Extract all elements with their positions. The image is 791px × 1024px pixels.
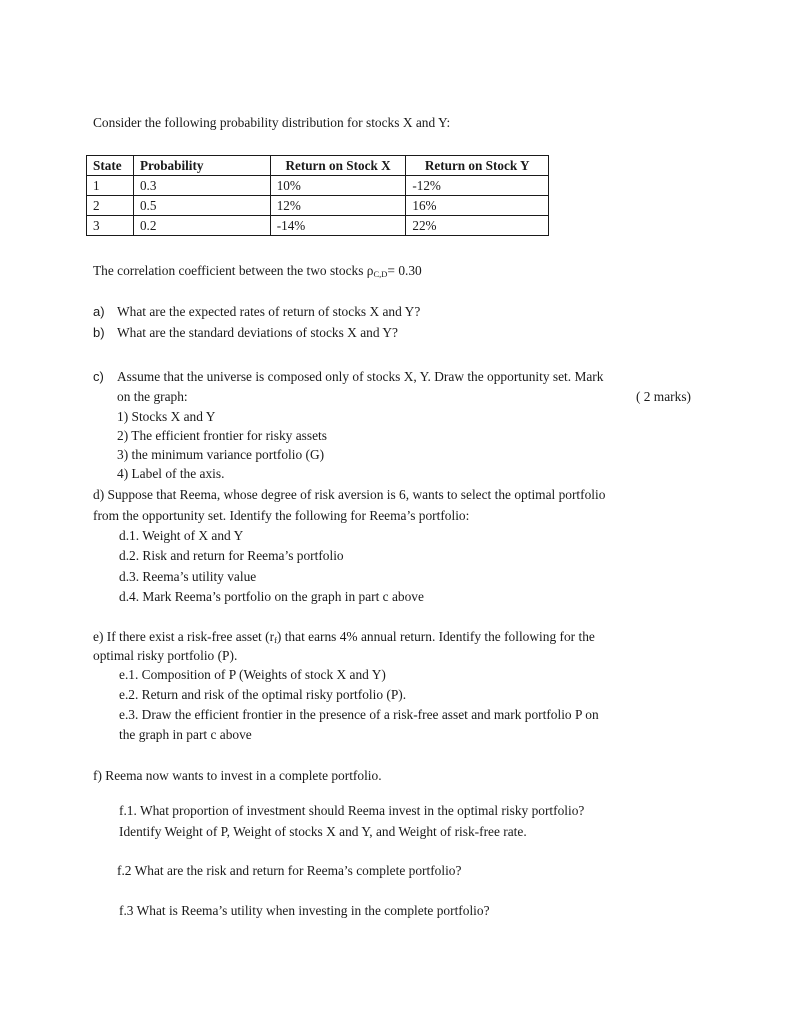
question-f3: f.3 What is Reema’s utility when investing in the complete portfolio? (119, 903, 490, 918)
header-probability: Probability (133, 156, 270, 176)
question-c-marks: ( 2 marks) (635, 389, 691, 404)
question-f2: f.2 What are the risk and return for Reema’s complete portfolio? (117, 863, 462, 878)
question-e-item-1: e.1. Composition of P (Weights of stock X and Y) (119, 667, 386, 682)
table-row (87, 176, 549, 196)
question-e-line2: optimal risky portfolio (P). (93, 648, 238, 663)
table-header-row (87, 156, 549, 176)
cell-state: 1 (87, 176, 134, 196)
cell-return-y: 22% (406, 216, 549, 236)
question-e-line1-post: ) that earns 4% annual return. Identify the following for the (276, 629, 595, 644)
question-d-item-2: d.2. Risk and return for Reema’s portfolio (119, 548, 344, 563)
question-c-label: c) (93, 369, 104, 384)
cell-probability: 0.2 (133, 216, 270, 236)
question-c-line1: Assume that the universe is composed only of stocks X, Y. Draw the opportunity set. Mark (117, 369, 604, 384)
question-c-item-1: 1) Stocks X and Y (117, 409, 216, 424)
question-d-line2: from the opportunity set. Identify the following for Reema’s portfolio: (93, 508, 470, 523)
cell-return-x: 10% (270, 176, 406, 196)
cell-return-x: -14% (270, 216, 406, 236)
question-c-item-3: 3) the minimum variance portfolio (G) (117, 447, 325, 462)
question-c-line2: on the graph: (117, 389, 188, 404)
correlation-value: = 0.30 (387, 263, 422, 278)
correlation-text: The correlation coefficient between the two stocks (93, 263, 367, 278)
cell-return-y: 16% (406, 196, 549, 216)
rho-symbol: $\rho_{C,D}$ (366, 263, 388, 279)
question-b-label: b) (93, 325, 105, 340)
rf-subscript: f (274, 635, 277, 645)
question-e-item-2: e.2. Return and risk of the optimal risky portfolio (P). (119, 687, 407, 702)
intro-text: Consider the following probability distribution for stocks X and Y: (93, 115, 451, 130)
question-e-line1 (93, 629, 595, 645)
question-a (93, 304, 420, 320)
question-a-text: What are the expected rates of return of stocks X and Y? (117, 304, 421, 319)
header-state: State (87, 156, 134, 176)
question-e-item-3: e.3. Draw the efficient frontier in the presence of a risk-free asset and mark portfolio P on (119, 707, 599, 722)
header-return-x: Return on Stock X (270, 156, 406, 176)
table-row (87, 216, 549, 236)
cell-probability: 0.5 (133, 196, 270, 216)
cell-probability: 0.3 (133, 176, 270, 196)
question-f-line1: f) Reema now wants to invest in a complete portfolio. (93, 768, 382, 783)
probability-distribution-table (86, 155, 549, 236)
table-row (87, 196, 549, 216)
question-f1-line1: f.1. What proportion of investment should Reema invest in the optimal risky portfolio? (119, 803, 585, 818)
question-b (93, 325, 398, 341)
question-f1-line2: Identify Weight of P, Weight of stocks X and Y, and Weight of risk-free rate. (119, 824, 527, 839)
question-a-label: a) (93, 304, 105, 319)
question-e-line1-pre: e) If there exist a risk-free asset (r (93, 629, 275, 644)
question-c-item-2: 2) The efficient frontier for risky assets (117, 428, 327, 443)
question-b-text: What are the standard deviations of stocks X and Y? (117, 325, 398, 340)
question-d-item-4: d.4. Mark Reema’s portfolio on the graph in part c above (119, 589, 424, 604)
header-return-y: Return on Stock Y (406, 156, 549, 176)
cell-return-y: -12% (406, 176, 549, 196)
question-d-item-3: d.3. Reema’s utility value (119, 569, 257, 584)
cell-state: 2 (87, 196, 134, 216)
question-c (93, 369, 603, 385)
correlation-statement (93, 263, 422, 279)
question-c-item-4: 4) Label of the axis. (117, 466, 225, 481)
question-e-item-4: the graph in part c above (119, 727, 252, 742)
rho-subscript: C,D (373, 269, 388, 279)
cell-state: 3 (87, 216, 134, 236)
cell-return-x: 12% (270, 196, 406, 216)
question-d-line1: d) Suppose that Reema, whose degree of risk aversion is 6, wants to select the optimal portfolio (93, 487, 606, 502)
question-d-item-1: d.1. Weight of X and Y (119, 528, 244, 543)
